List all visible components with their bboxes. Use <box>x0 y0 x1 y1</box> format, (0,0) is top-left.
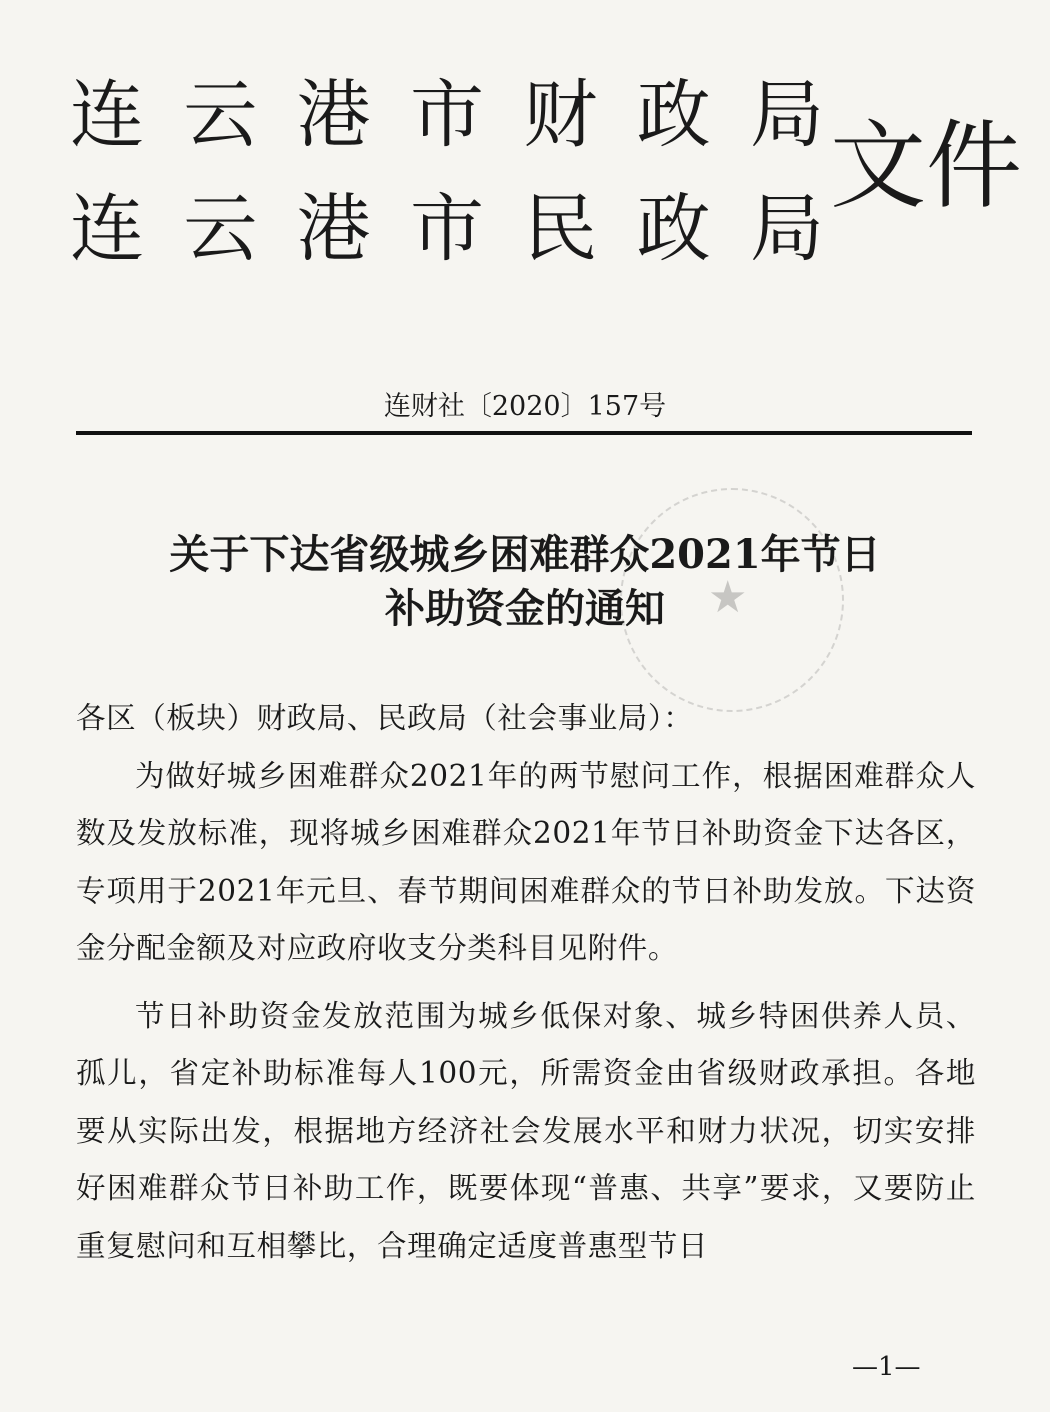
document-body <box>76 690 976 1275</box>
issuer-char: 局 <box>749 186 824 272</box>
seal-star-icon: ★ <box>708 572 748 623</box>
title-line-1: 关于下达省级城乡困难群众2021年节日 <box>169 531 881 578</box>
issuer-line-civil-affairs <box>62 186 832 272</box>
issuer-char: 政 <box>636 186 711 272</box>
issuer-char: 局 <box>749 72 824 158</box>
page-number: —1— <box>852 1352 921 1382</box>
issuer-char: 云 <box>183 72 258 158</box>
issuer-char: 市 <box>409 186 484 272</box>
paragraph-2: 节日补助资金发放范围为城乡低保对象、城乡特困供养人员、孤儿，省定补助标准每人100元，所需资金由省级财政承担。各地要从实际出发，根据地方经济社会发展水平和财力状况，切实安排好困难群众节日补助工作，既要体现“普惠、共享”要求，又要防止重复慰问和互相攀比，合理确定适度普惠型节日 <box>76 998 976 1263</box>
issuer-char: 港 <box>296 186 371 272</box>
issuer-char: 连 <box>70 72 144 158</box>
issuer-line-finance <box>62 72 832 158</box>
issuer-char: 港 <box>296 72 371 158</box>
issuer-char: 政 <box>636 72 711 158</box>
document-title <box>60 528 990 636</box>
salutation: 各区（板块）财政局、民政局（社会事业局）： <box>76 701 694 735</box>
title-line-2: 补助资金的通知 <box>385 585 665 632</box>
header-divider <box>76 431 972 435</box>
paragraph-1: 为做好城乡困难群众2021年的两节慰问工作，根据困难群众人数及发放标准，现将城乡困难群众2021年节日补助资金下达各区，专项用于2021年元旦、春节期间困难群众的节日补助发放。下达资金分配金额及对应政府收支分类科目见附件。 <box>76 758 976 965</box>
issuer-char: 民 <box>523 186 598 272</box>
issuer-char: 连 <box>70 186 144 272</box>
document-number: 连财社〔2020〕157号 <box>383 391 667 422</box>
issuer-char: 财 <box>523 72 598 158</box>
document-word: 文件 <box>830 110 1022 222</box>
issuer-char: 云 <box>183 186 258 272</box>
issuer-char: 市 <box>409 72 484 158</box>
